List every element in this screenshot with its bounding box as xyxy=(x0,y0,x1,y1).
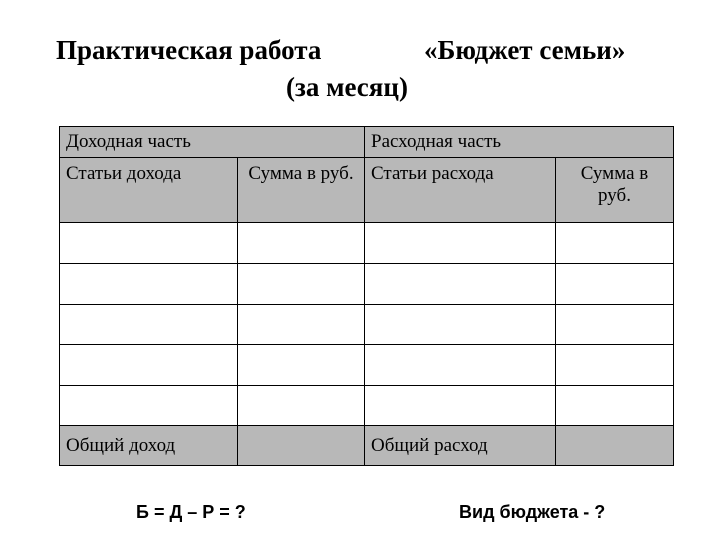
expense-item-cell[interactable] xyxy=(365,264,556,305)
income-item-cell[interactable] xyxy=(60,304,238,345)
income-item-cell[interactable] xyxy=(60,223,238,264)
section-header-row xyxy=(60,127,674,158)
expense-item-cell[interactable] xyxy=(365,385,556,426)
column-header-row xyxy=(60,158,674,223)
budget-formula: Б = Д – Р = ? xyxy=(136,502,246,522)
income-sum-cell[interactable] xyxy=(238,345,365,386)
title-line2: (за месяц) xyxy=(286,72,408,102)
expense-item-cell[interactable] xyxy=(365,223,556,264)
total-expense-label: Общий расход xyxy=(365,426,556,466)
table-row xyxy=(60,304,674,345)
table-row xyxy=(60,385,674,426)
income-sum-cell[interactable] xyxy=(238,304,365,345)
expense-sum-cell[interactable] xyxy=(556,385,674,426)
budget-table xyxy=(59,126,674,466)
expense-sum-cell[interactable] xyxy=(556,223,674,264)
expense-item-cell[interactable] xyxy=(365,345,556,386)
total-income-cell[interactable] xyxy=(238,426,365,466)
budget-type-question: Вид бюджета - ? xyxy=(459,502,606,522)
expense-sum-cell[interactable] xyxy=(556,345,674,386)
income-section-header: Доходная часть xyxy=(60,127,365,158)
income-item-cell[interactable] xyxy=(60,345,238,386)
total-income-label: Общий доход xyxy=(60,426,238,466)
income-sum-cell[interactable] xyxy=(238,264,365,305)
expense-item-cell[interactable] xyxy=(365,304,556,345)
title-line1-left: Практическая работа xyxy=(56,35,322,65)
income-items-header: Статьи дохода xyxy=(60,158,238,223)
income-sum-cell[interactable] xyxy=(238,223,365,264)
table-row xyxy=(60,264,674,305)
expense-sum-header: Сумма в руб. xyxy=(556,158,674,223)
income-sum-cell[interactable] xyxy=(238,385,365,426)
totals-row xyxy=(60,426,674,466)
table-row xyxy=(60,223,674,264)
expense-items-header: Статьи расхода xyxy=(365,158,556,223)
expense-sum-cell[interactable] xyxy=(556,304,674,345)
expense-section-header: Расходная часть xyxy=(365,127,674,158)
income-item-cell[interactable] xyxy=(60,385,238,426)
income-item-cell[interactable] xyxy=(60,264,238,305)
total-expense-cell[interactable] xyxy=(556,426,674,466)
table-row xyxy=(60,345,674,386)
income-sum-header: Сумма в руб. xyxy=(238,158,365,223)
expense-sum-cell[interactable] xyxy=(556,264,674,305)
title-line1-right: «Бюджет семьи» xyxy=(424,35,626,65)
